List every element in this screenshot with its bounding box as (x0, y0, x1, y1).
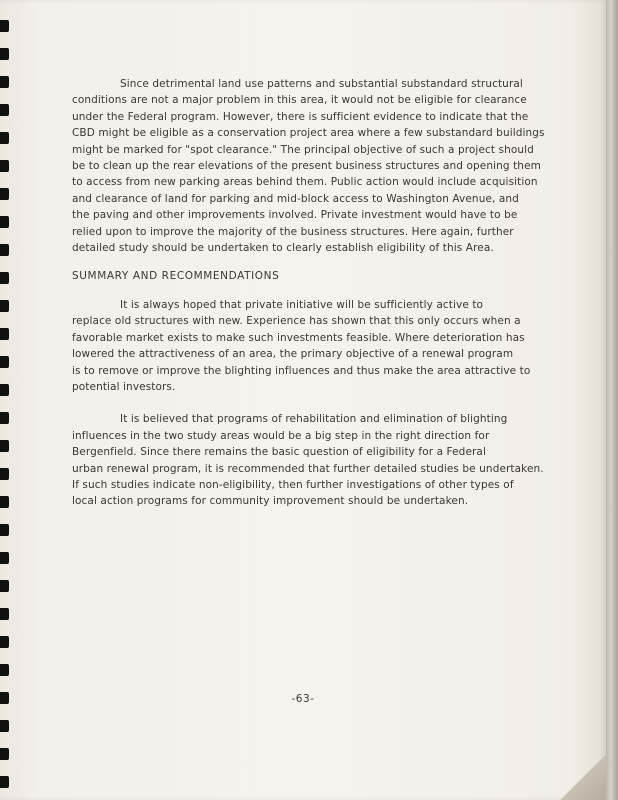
paragraph-recommendation (72, 411, 544, 509)
binding-hole (0, 552, 9, 564)
text-line: potential investors. (72, 380, 176, 393)
binding-hole (0, 132, 9, 144)
text-line: under the Federal program. However, there is sufficient evidence to indicate that the (72, 110, 529, 123)
spiral-binding-holes (0, 0, 14, 800)
text-line: local action programs for community improvement should be undertaken. (72, 495, 469, 508)
binding-hole (0, 188, 9, 200)
text-line: lowered the attractiveness of an area, the primary objective of a renewal program (72, 348, 514, 361)
binding-hole (0, 20, 9, 32)
text-line: detailed study should be undertaken to clearly establish eligibility of this Area. (72, 242, 494, 255)
page-corner-curl (560, 755, 606, 800)
text-line: is to remove or improve the blighting influences and thus make the area attractive to (72, 364, 531, 377)
binding-hole (0, 608, 9, 620)
binding-hole (0, 328, 9, 340)
binding-hole (0, 244, 9, 256)
binding-hole (0, 720, 9, 732)
binding-hole (0, 468, 9, 480)
paragraph-private-initiative (72, 297, 544, 395)
text-line: If such studies indicate non-eligibility, then further investigations of other types of (72, 478, 514, 491)
section-heading: SUMMARY AND RECOMMENDATIONS (72, 270, 280, 283)
text-line: be to clean up the rear elevations of the present business structures and opening them (72, 160, 541, 173)
binding-hole (0, 76, 9, 88)
binding-hole (0, 48, 9, 60)
text-line: favorable market exists to make such investments feasible. Where deterioration has (72, 331, 525, 344)
text-line: might be marked for "spot clearance." The principal objective of such a project should (72, 143, 534, 156)
text-line: It is always hoped that private initiative will be sufficiently active to (120, 298, 484, 311)
binding-hole (0, 524, 9, 536)
text-line: and clearance of land for parking and mid-block access to Washington Avenue, and (72, 192, 519, 205)
text-line: Bergenfield. Since there remains the basic question of eligibility for a Federal (72, 446, 486, 459)
text-line: conditions are not a major problem in this area, it would not be eligible for clearance (72, 94, 527, 107)
binding-hole (0, 300, 9, 312)
text-line: urban renewal program, it is recommended that further detailed studies be undertaken. (72, 462, 544, 475)
text-line: replace old structures with new. Experience has shown that this only occurs when a (72, 315, 521, 328)
text-line: CBD might be eligible as a conservation project area where a few substandard buildings (72, 127, 545, 140)
text-line: influences in the two study areas would be a big step in the right direction for (72, 429, 490, 442)
binding-hole (0, 272, 9, 284)
binding-hole (0, 384, 9, 396)
binding-hole (0, 776, 9, 788)
binding-hole (0, 216, 9, 228)
binding-hole (0, 580, 9, 592)
page-stack-edge (606, 0, 618, 800)
binding-hole (0, 440, 9, 452)
binding-hole (0, 664, 9, 676)
binding-hole (0, 412, 9, 424)
binding-hole (0, 496, 9, 508)
text-line: to access from new parking areas behind them. Public action would include acquisition (72, 176, 538, 189)
text-line: Since detrimental land use patterns and substantial substandard structural (120, 78, 523, 90)
text-line: relied upon to improve the majority of the business structures. Here again, further (72, 225, 514, 238)
page-number: -63- (291, 693, 315, 705)
text-line: It is believed that programs of rehabilitation and elimination of blighting (120, 413, 508, 426)
binding-hole (0, 636, 9, 648)
page-content (72, 76, 544, 510)
binding-hole (0, 160, 9, 172)
text-line: the paving and other improvements involved. Private investment would have to be (72, 209, 518, 222)
binding-hole (0, 748, 9, 760)
binding-hole (0, 356, 9, 368)
binding-hole (0, 104, 9, 116)
paragraph-cbd-eligibility (72, 76, 544, 256)
